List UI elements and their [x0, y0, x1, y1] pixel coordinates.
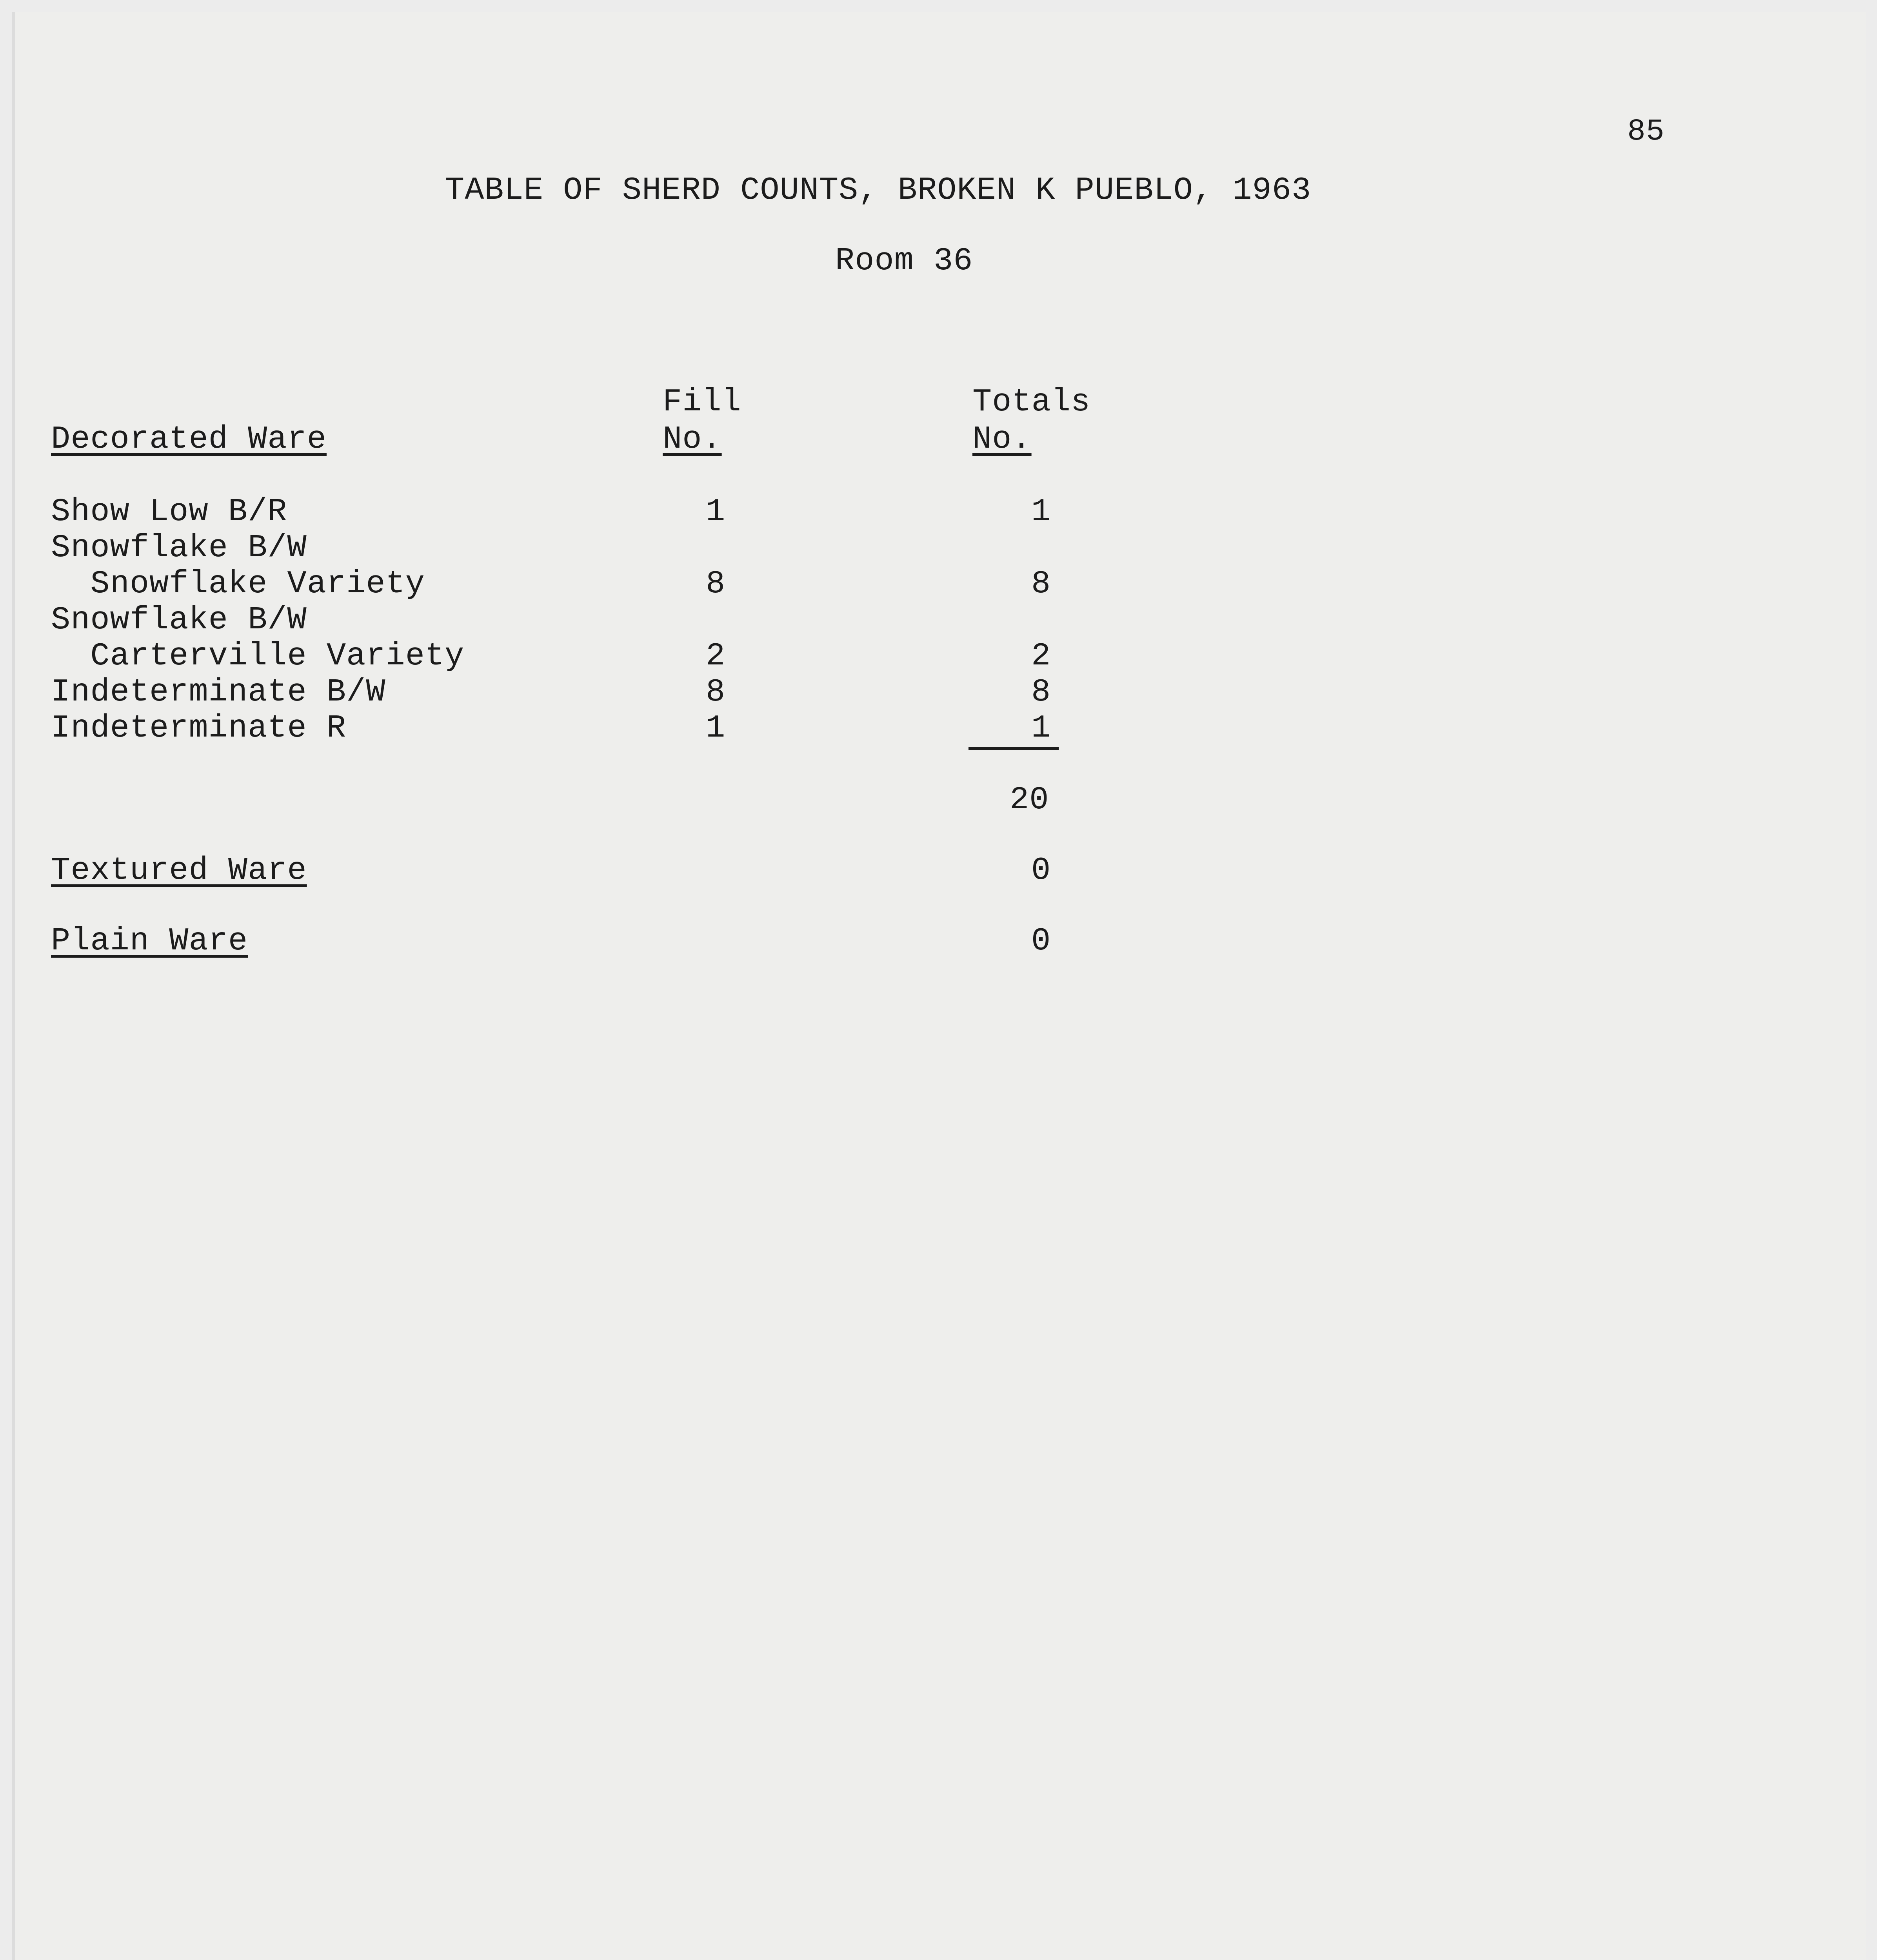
- total-value: 8: [1031, 566, 1051, 602]
- row-label: Indeterminate R: [51, 710, 347, 746]
- page-subtitle: Room 36: [835, 243, 973, 279]
- total-value: 2: [1031, 638, 1051, 674]
- fill-value: 8: [706, 674, 726, 710]
- row-label: Indeterminate B/W: [51, 674, 386, 710]
- totals-header-bottom: No.: [972, 421, 1032, 457]
- row-label: Snowflake B/W: [51, 530, 307, 566]
- plain-ware-total: 0: [1031, 923, 1051, 959]
- textured-ware-heading: Textured Ware: [51, 852, 307, 889]
- textured-ware-total: 0: [1031, 852, 1051, 889]
- fill-header-bottom: No.: [663, 421, 722, 457]
- total-value: 1: [1031, 494, 1051, 530]
- decorated-subtotal: 20: [1010, 782, 1049, 818]
- row-label: Snowflake B/W: [51, 602, 307, 638]
- page-number: 85: [1627, 114, 1665, 149]
- fill-value: 1: [706, 494, 726, 530]
- decorated-ware-heading: Decorated Ware: [51, 421, 327, 457]
- total-value: 8: [1031, 674, 1051, 710]
- plain-ware-heading: Plain Ware: [51, 923, 248, 959]
- fill-header-top: Fill: [663, 384, 741, 420]
- page-title: TABLE OF SHERD COUNTS, BROKEN K PUEBLO, 1963: [445, 172, 1312, 209]
- fill-value: 1: [706, 710, 726, 746]
- fill-value: 8: [706, 566, 726, 602]
- row-label: Snowflake Variety: [51, 566, 425, 602]
- total-value: 1: [1031, 710, 1051, 746]
- subtotal-rule: [968, 747, 1059, 750]
- paper-sheet: [12, 12, 1866, 1960]
- row-label: Carterville Variety: [51, 638, 465, 674]
- row-label: Show Low B/R: [51, 494, 287, 530]
- fill-value: 2: [706, 638, 726, 674]
- totals-header-top: Totals: [972, 384, 1091, 420]
